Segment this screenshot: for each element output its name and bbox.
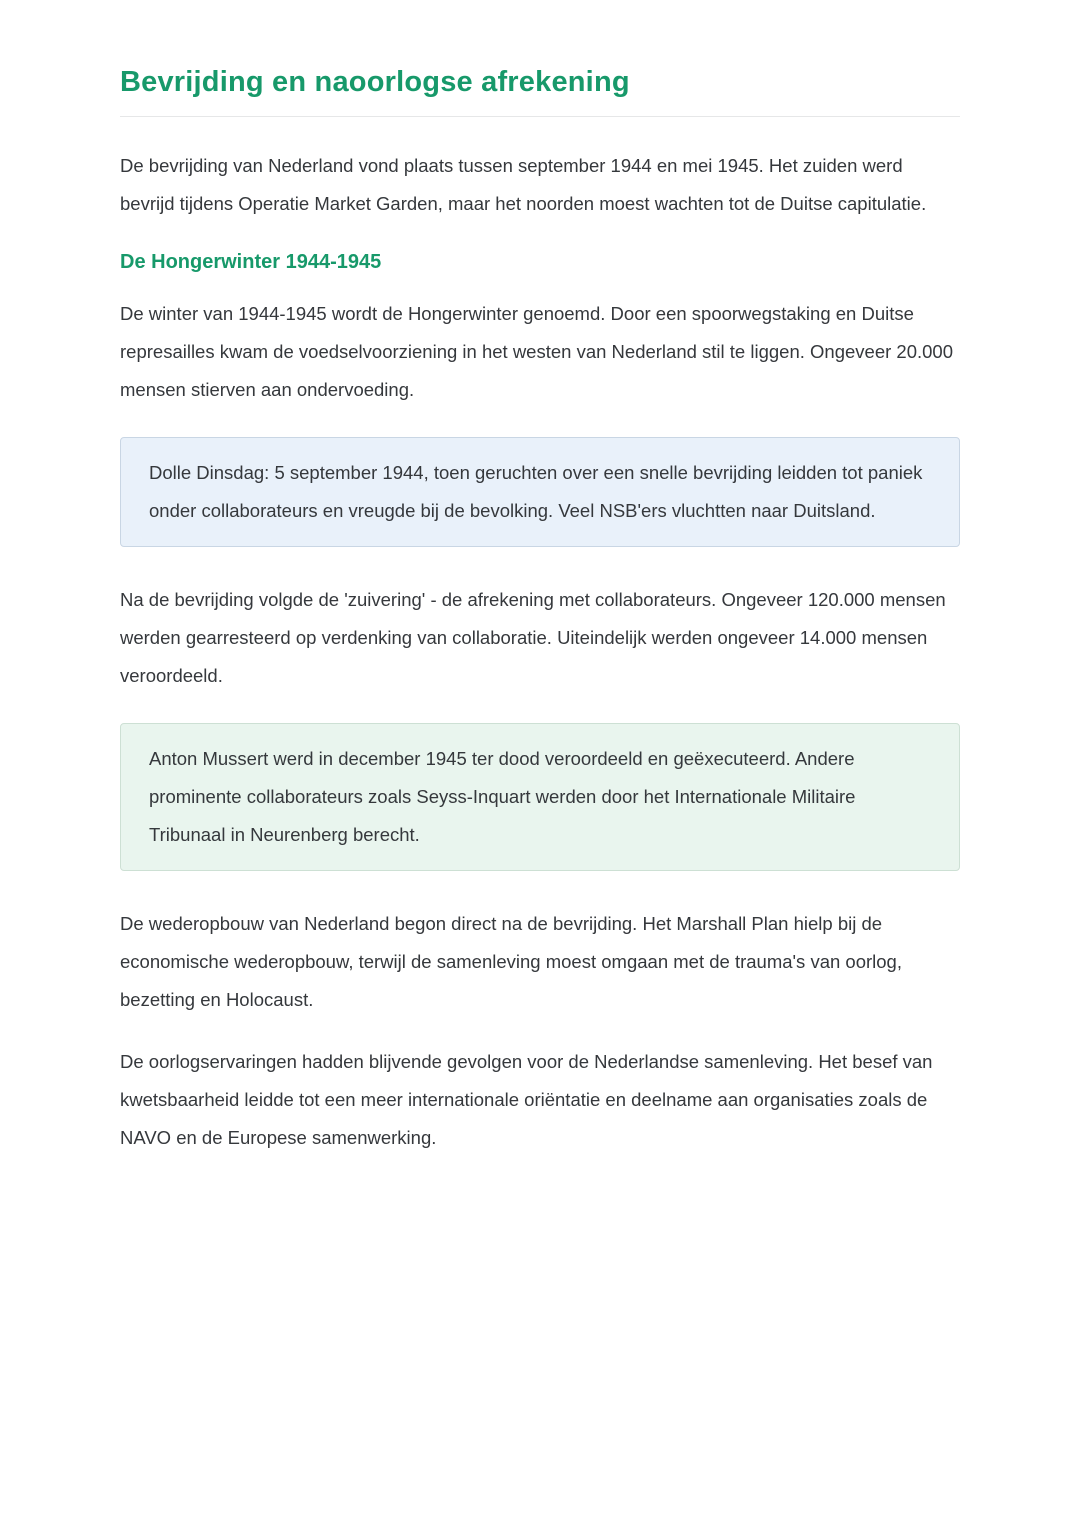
callout-dolle-dinsdag-text: Dolle Dinsdag: 5 september 1944, toen geruchten over een snelle bevrijding leidden tot paniek onder collaborateurs en vreugde bij de bevolking. Veel NSB'ers vluchtten naar Duitsland.: [149, 462, 923, 521]
callout-dolle-dinsdag: [120, 437, 960, 547]
wederopbouw-paragraph: De wederopbouw van Nederland begon direct na de bevrijding. Het Marshall Plan hielp bij de economische wederopbouw, terwijl de samenleving moest omgaan met de trauma's van oorlog, bezetting en Holocaust.: [120, 913, 902, 1010]
callout-mussert: [120, 723, 960, 871]
intro-paragraph: De bevrijding van Nederland vond plaats tussen september 1944 en mei 1945. Het zuiden werd bevrijd tijdens Operatie Market Garden, maar het noorden moest wachten tot de Duitse capitulatie.: [120, 155, 927, 214]
section-heading-hongerwinter: De Hongerwinter 1944-1945: [120, 251, 382, 273]
gevolgen-paragraph: De oorlogservaringen hadden blijvende gevolgen voor de Nederlandse samenleving. Het besef van kwetsbaarheid leidde tot een meer internationale oriëntatie en deelname aan organisaties zoals de NAVO en de Europese samenwerking.: [120, 1051, 933, 1148]
hongerwinter-paragraph: De winter van 1944-1945 wordt de Hongerwinter genoemd. Door een spoorwegstaking en Duitse represailles kwam de voedselvoorziening in het westen van Nederland stil te liggen. Ongeveer 20.000 mensen stierven aan ondervoeding.: [120, 303, 953, 400]
zuivering-paragraph: Na de bevrijding volgde de 'zuivering' - de afrekening met collaborateurs. Ongeveer 120.000 mensen werden gearresteerd op verdenking van collaboratie. Uiteindelijk werden ongeveer 14.000 mensen veroordeeld.: [120, 589, 946, 686]
page-title: Bevrijding en naoorlogse afrekening: [120, 66, 630, 98]
callout-mussert-text: Anton Mussert werd in december 1945 ter dood veroordeeld en geëxecuteerd. Andere prominente collaborateurs zoals Seyss-Inquart werden door het Internationale Militaire Tribunaal in Neurenberg berecht.: [149, 748, 856, 845]
title-divider: [120, 116, 960, 117]
